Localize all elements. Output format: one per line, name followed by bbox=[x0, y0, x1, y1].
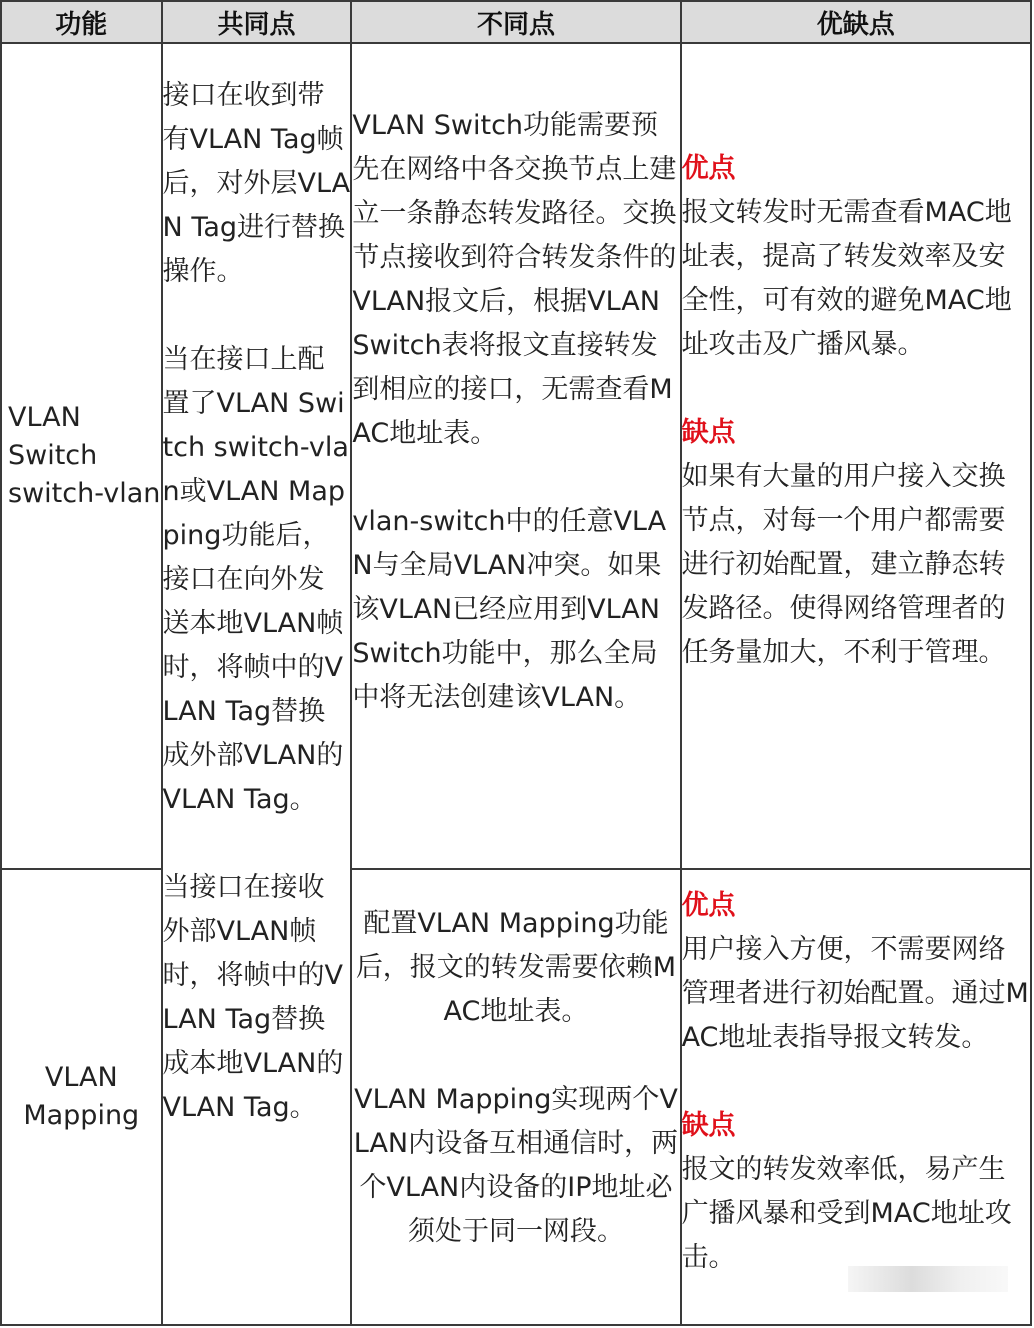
pros-label: 优点 bbox=[681, 890, 736, 921]
common-cell bbox=[162, 43, 352, 1325]
blurred-watermark bbox=[848, 1266, 1008, 1292]
table-header-row bbox=[1, 1, 1031, 43]
function-line: VLAN bbox=[44, 1062, 118, 1093]
function-cell-vlan-mapping bbox=[1, 869, 162, 1325]
difference-cell-vlan-switch bbox=[351, 43, 680, 869]
common-paragraph-3: 当接口在接收外部VLAN帧时，将帧中的VLAN Tag替换成本地VLAN的VLAN Tag。 bbox=[162, 872, 344, 1123]
header-common: 共同点 bbox=[162, 1, 352, 43]
pros-cons-cell-vlan-mapping bbox=[681, 869, 1031, 1325]
header-difference: 不同点 bbox=[351, 1, 680, 43]
cons-label: 缺点 bbox=[681, 1110, 736, 1141]
pros-text: 报文转发时无需查看MAC地址表，提高了转发效率及安全性，可有效的避免MAC地址攻击及广播风暴。 bbox=[681, 197, 1012, 360]
pros-text: 用户接入方便，不需要网络管理者进行初始配置。通过MAC地址表指导报文转发。 bbox=[681, 934, 1029, 1053]
difference-paragraph-2: VLAN Mapping实现两个VLAN内设备互相通信时，两个VLAN内设备的IP地址必须处于同一网段。 bbox=[353, 1084, 679, 1247]
function-line: Mapping bbox=[23, 1100, 140, 1131]
cons-label: 缺点 bbox=[681, 417, 736, 448]
table-row-vlan-switch bbox=[1, 43, 1031, 869]
function-name-vlan-mapping bbox=[2, 1059, 161, 1135]
common-paragraph-2: 当在接口上配置了VLAN Switch switch-vlan或VLAN Mapping功能后，接口在向外发送本地VLAN帧时，将帧中的VLAN Tag替换成外部VLAN的VLAN Tag。 bbox=[162, 344, 349, 815]
difference-paragraph-1: VLAN Switch功能需要预先在网络中各交换节点上建立一条静态转发路径。交换节点接收到符合转发条件的VLAN报文后，根据VLAN Switch表将报文直接转发到相应的接口，无需查看MAC地址表。 bbox=[352, 110, 677, 449]
function-cell-vlan-switch bbox=[1, 43, 162, 869]
common-paragraph-1: 接口在收到带有VLAN Tag帧后，对外层VLAN Tag进行替换操作。 bbox=[162, 80, 351, 287]
pros-label: 优点 bbox=[681, 153, 736, 184]
difference-paragraph-1: 配置VLAN Mapping功能后，报文的转发需要依赖MAC地址表。 bbox=[355, 908, 677, 1027]
function-name-vlan-switch bbox=[2, 399, 161, 513]
header-pros-cons: 优缺点 bbox=[681, 1, 1031, 43]
header-function: 功能 bbox=[1, 1, 162, 43]
table-row-vlan-mapping bbox=[1, 869, 1031, 1325]
cons-text: 报文的转发效率低，易产生广播风暴和受到MAC地址攻击。 bbox=[681, 1154, 1012, 1273]
cons-text: 如果有大量的用户接入交换节点，对每一个用户都需要进行初始配置，建立静态转发路径。使得网络管理者的任务量加大，不利于管理。 bbox=[681, 461, 1006, 668]
difference-cell-vlan-mapping bbox=[351, 869, 680, 1325]
difference-paragraph-2: vlan-switch中的任意VLAN与全局VLAN冲突。如果该VLAN已经应用到VLAN Switch功能中，那么全局中将无法创建该VLAN。 bbox=[352, 506, 667, 713]
function-line: VLAN bbox=[8, 402, 81, 433]
pros-cons-cell-vlan-switch bbox=[681, 43, 1031, 869]
function-line: switch-vlan bbox=[8, 478, 161, 509]
function-line: Switch bbox=[8, 440, 98, 471]
